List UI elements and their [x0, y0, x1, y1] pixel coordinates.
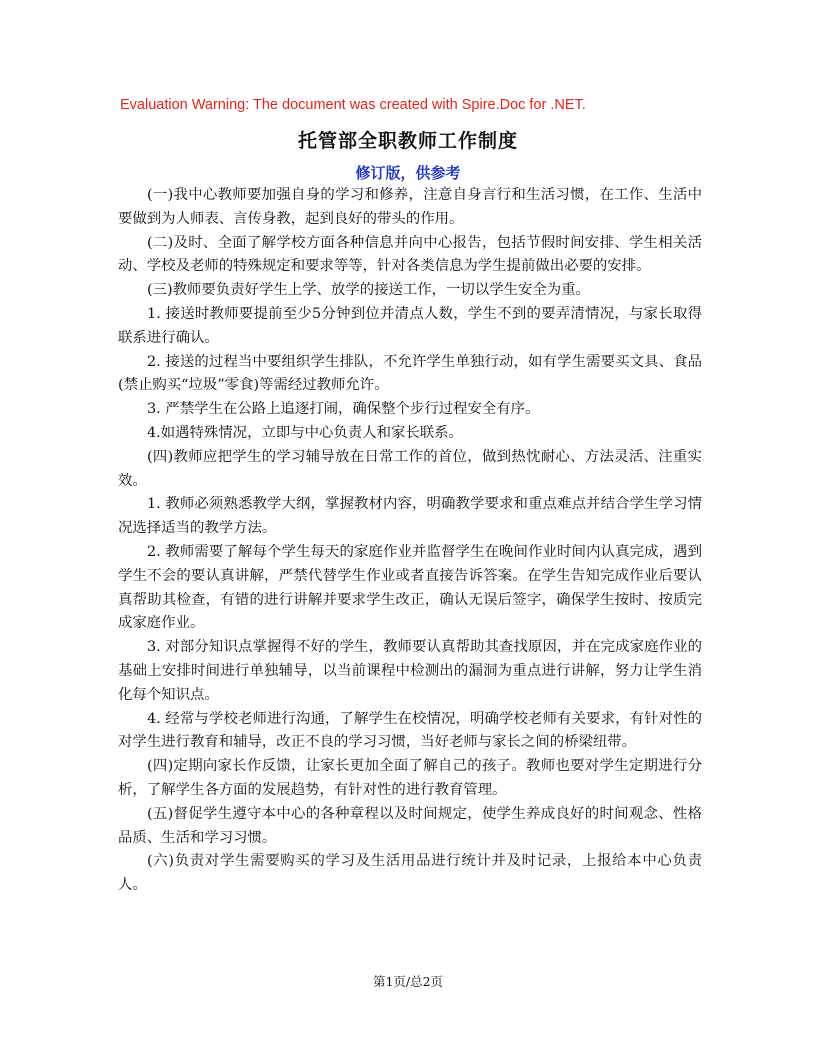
- paragraph-6: 3. 严禁学生在公路上追逐打闹，确保整个步行过程安全有序。: [147, 401, 540, 418]
- paragraph-4: 1. 接送时教师要提前至少5分钟到位并清点人数，学生不到的要弄清情况，与家长取得联系进行确认。: [118, 305, 702, 346]
- page-footer: 第1页/总2页: [372, 974, 444, 989]
- evaluation-warning: Evaluation Warning: The document was created with Spire.Doc for .NET.: [120, 97, 586, 113]
- paragraph-15: (六)负责对学生需要购买的学习及生活用品进行统计并及时记录，上报给本中心负责人。: [118, 853, 702, 894]
- paragraph-9: 1. 教师必须熟悉教学大纲，掌握教材内容，明确教学要求和重点难点并结合学生学习情况选择适当的教学方法。: [118, 496, 702, 537]
- document-body: [118, 184, 702, 898]
- paragraph-8: (四)教师应把学生的学习辅导放在日常工作的首位，做到热忱耐心、方法灵活、注重实效。: [118, 448, 702, 489]
- paragraph-10: 2. 教师需要了解每个学生每天的家庭作业并监督学生在晚间作业时间内认真完成，遇到学生不会的要认真讲解，严禁代替学生作业或者直接告诉答案。在学生告知完成作业后要认真帮助其检查，有错的进行讲解并要求学生改正，确认无误后签字，确保学生按时、按质完成家庭作业。: [118, 543, 702, 632]
- paragraph-12: 4. 经常与学校老师进行沟通，了解学生在校情况，明确学校老师有关要求，有针对性的对学生进行教育和辅导，改正不良的学习习惯，当好老师与家长之间的桥梁纽带。: [118, 710, 702, 751]
- paragraph-5: 2. 接送的过程当中要组织学生排队，不允许学生单独行动，如有学生需要买文具、食品(禁止购买“垃圾”零食)等需经过教师允许。: [118, 353, 702, 394]
- document-title: 托管部全职教师工作制度: [297, 130, 518, 152]
- paragraph-11: 3. 对部分知识点掌握得不好的学生，教师要认真帮助其查找原因，并在完成家庭作业的基础上安排时间进行单独辅导，以当前课程中检测出的漏洞为重点进行讲解，努力让学生消化每个知识点。: [118, 639, 702, 703]
- paragraph-14: (五)督促学生遵守本中心的各种章程以及时间规定，使学生养成良好的时间观念、性格品质、生活和学习习惯。: [118, 805, 702, 846]
- paragraph-1: (一)我中心教师要加强自身的学习和修养，注意自身言行和生活习惯，在工作、生活中要做到为人师表、言传身教，起到良好的带头的作用。: [118, 187, 702, 227]
- document-subtitle: 修订版，供参考: [355, 164, 461, 182]
- paragraph-2: (二)及时、全面了解学校方面各种信息并向中心报告，包括节假时间安排、学生相关活动、学校及老师的特殊规定和要求等等，针对各类信息为学生提前做出必要的安排。: [118, 234, 702, 275]
- paragraph-7: 4.如遇特殊情况，立即与中心负责人和家长联系。: [147, 424, 463, 441]
- paragraph-3: (三)教师要负责好学生上学、放学的接送工作，一切以学生安全为重。: [147, 282, 590, 299]
- paragraph-13: (四)定期向家长作反馈，让家长更加全面了解自己的孩子。教师也要对学生定期进行分析，了解学生各方面的发展趋势，有针对性的进行教育管理。: [118, 758, 702, 798]
